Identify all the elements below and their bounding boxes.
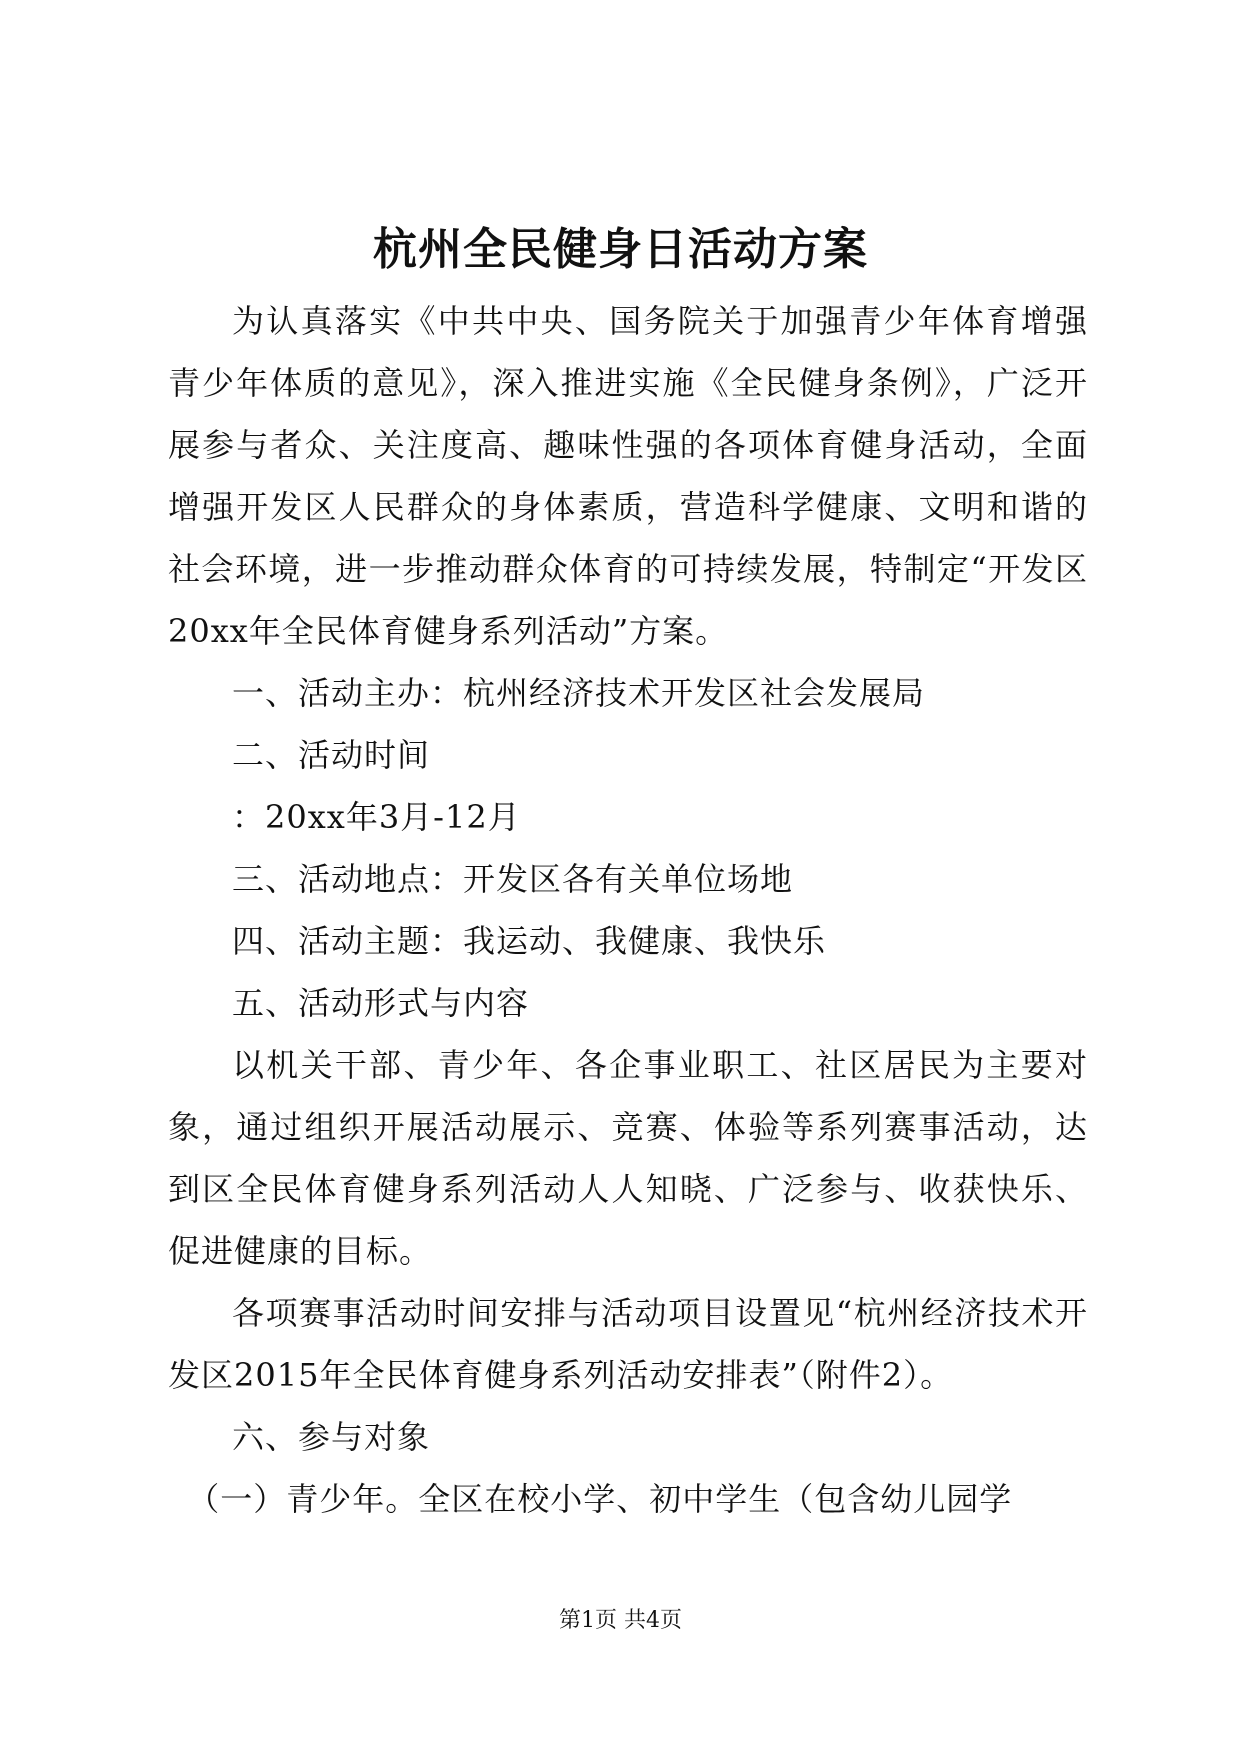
section-participants-heading: 六、参与对象 <box>232 1418 431 1456</box>
schedule-paragraph: 各项赛事活动时间安排与活动项目设置见“杭州经济技术开发区2015年全民体育健身系列活动安排表”（附件2）。 <box>168 1294 1088 1394</box>
page-footer: 第1页 共4页 <box>559 1608 682 1633</box>
document-title: 杭州全民健身日活动方案 <box>373 224 868 275</box>
section-time-value: ：20xx年3月-12月 <box>232 798 521 836</box>
document-body <box>168 290 1088 1530</box>
section-organizer: 一、活动主办：杭州经济技术开发区社会发展局 <box>232 674 926 712</box>
section-theme: 四、活动主题：我运动、我健康、我快乐 <box>232 922 827 960</box>
format-paragraph: 以机关干部、青少年、各企事业职工、社区居民为主要对象，通过组织开展活动展示、竞赛、体验等系列赛事活动，达到区全民体育健身系列活动人人知晓、广泛参与、收获快乐、促进健康的目标。 <box>168 1046 1088 1270</box>
section-time-heading: 二、活动时间 <box>232 736 431 774</box>
section-format-heading: 五、活动形式与内容 <box>232 984 530 1022</box>
intro-paragraph: 为认真落实《中共中央、国务院关于加强青少年体育增强青少年体质的意见》，深入推进实施《全民健身条例》，广泛开展参与者众、关注度高、趣味性强的各项体育健身活动，全面增强开发区人民群众的身体素质，营造科学健康、文明和谐的社会环境，进一步推动群众体育的可持续发展，特制定“开发区20xx年全民体育健身系列活动”方案。 <box>168 302 1088 650</box>
participants-youth: （一）青少年。全区在校小学、初中学生（包含幼儿园学 <box>187 1480 1013 1518</box>
section-location: 三、活动地点：开发区各有关单位场地 <box>232 860 794 898</box>
